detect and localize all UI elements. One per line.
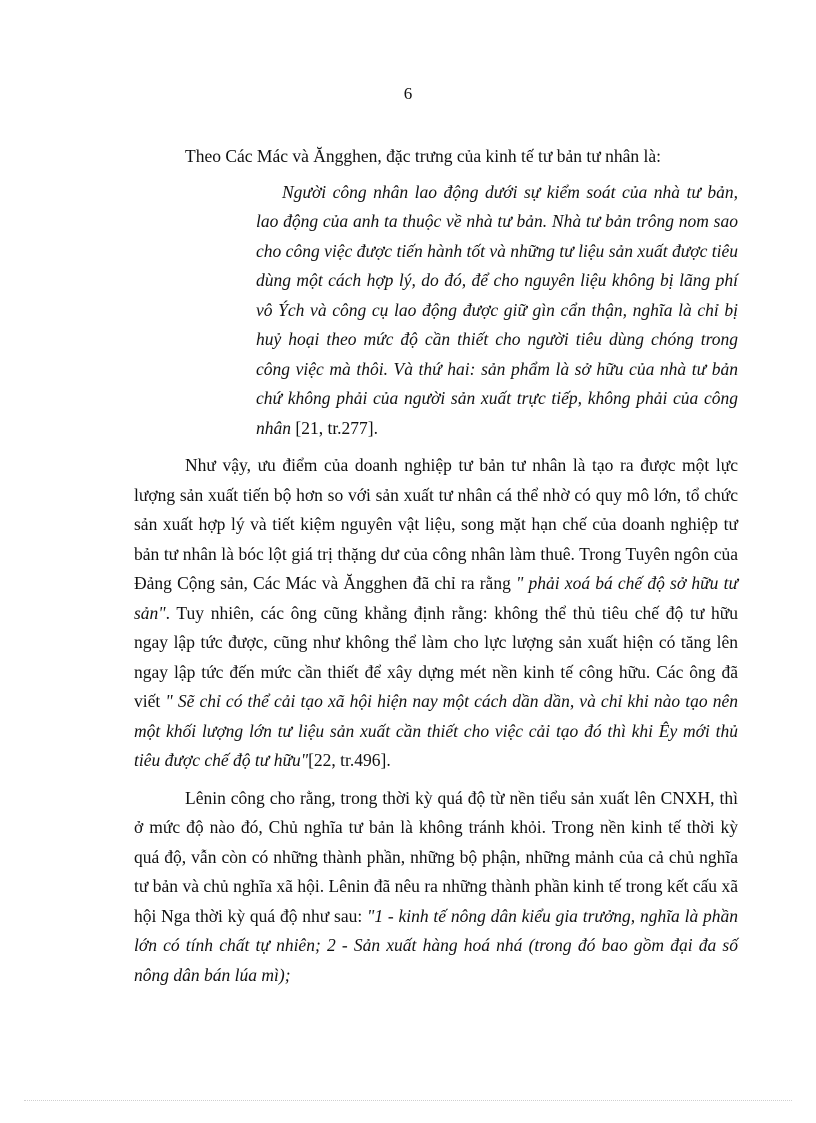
paragraph-2 [134,784,738,991]
page-number: 6 [403,84,413,103]
paragraph-1-quote-a: " phải xoá bá chế độ sở hữu tư sản" [134,573,738,623]
paragraph-1-text-c: . Tuy nhiên, các ông cũng khẳng định rằng: không thể thủ tiêu chế độ tư hữu ngay lập tức được, cũng như không thể làm cho lực lượng sản xuất hiện có tăng lên ngay lập tức đến mức cần thiết để xây dựng mét nền kinh tế công hữu. Các ông đã viết [134,602,738,711]
block-quote [256,178,738,444]
paragraph-1 [134,451,738,776]
quote-text: Người công nhân lao động dưới sự kiểm soát của nhà tư bản, lao động của anh ta thuộc về nhà tư bản. Nhà tư bản trông nom sao cho công việc được tiến hành tốt và những tư liệu sản xuất được tiêu dùng một cách hợp lý, do đó, để cho nguyên liệu không bị lãng phí vô Ých và công cụ lao động được giữ gìn cẩn thận, nghĩa là chỉ bị huỷ hoại theo mức độ cần thiết cho người tiêu dùng chóng trong công việc mà thôi. Và thứ hai: sản phẩm là sở hữu của nhà tư bản chứ không phải của người sản xuất trực tiếp, không phải của công nhân [256,181,738,438]
intro-line: Theo Các Mác và Ăngghen, đặc trưng của kinh tế tư bản tư nhân là: [185,146,662,166]
page-bottom-divider [24,1100,792,1101]
paragraph-2-quote: "1 - kinh tế nông dân kiểu gia trưởng, nghĩa là phần lớn có tính chất tự nhiên; 2 - Sản xuất hàng hoá nhá (trong đó bao gồm đại đa số nông dân bán lúa mì); [134,905,738,985]
paragraph-1-text-a: Như vậy, ưu điểm của doanh nghiệp tư bản tư nhân là tạo ra được một lực lượng sản xuất tiến bộ hơn so với sản xuất tư nhân cá thể nhờ có quy mô lớn, tổ chức sản xuất hợp lý và tiết kiệm nguyên vật liệu, song mặt hạn chế của doanh nghiệp tư bản tư nhân là bóc lột giá trị thặng dư của công nhân làm thuê. Trong Tuyên ngôn của Đảng Cộng sản, Các Mác và Ăngghen đã chỉ ra rằng [134,455,738,593]
document-body [134,142,738,998]
paragraph-2-text-a: Lênin công cho rằng, trong thời kỳ quá độ từ nền tiểu sản xuất lên CNXH, thì ở mức độ nào đó, Chủ nghĩa tư bản là không tránh khỏi. Trong nền kinh tế thời kỳ quá độ, vẫn còn có những thành phần, những bộ phận, những mảnh của cả chủ nghĩa tư bản và chủ nghĩa xã hội. Lênin đã nêu ra những thành phần kinh tế trong kết cấu xã hội Nga thời kỳ quá độ như sau: [134,787,738,926]
paragraph-1-quote-b: " Sẽ chỉ có thể cải tạo xã hội hiện nay một cách dần dần, và chỉ khi nào tạo nên một khối lượng lớn tư liệu sản xuất cần thiết cho việc cải tạo đó thì khi Êy mới thủ tiêu được chế độ tư hữu" [134,691,738,770]
quote-citation: [21, tr.277]. [291,417,379,438]
paragraph-1-citation: [22, tr.496]. [308,750,391,770]
